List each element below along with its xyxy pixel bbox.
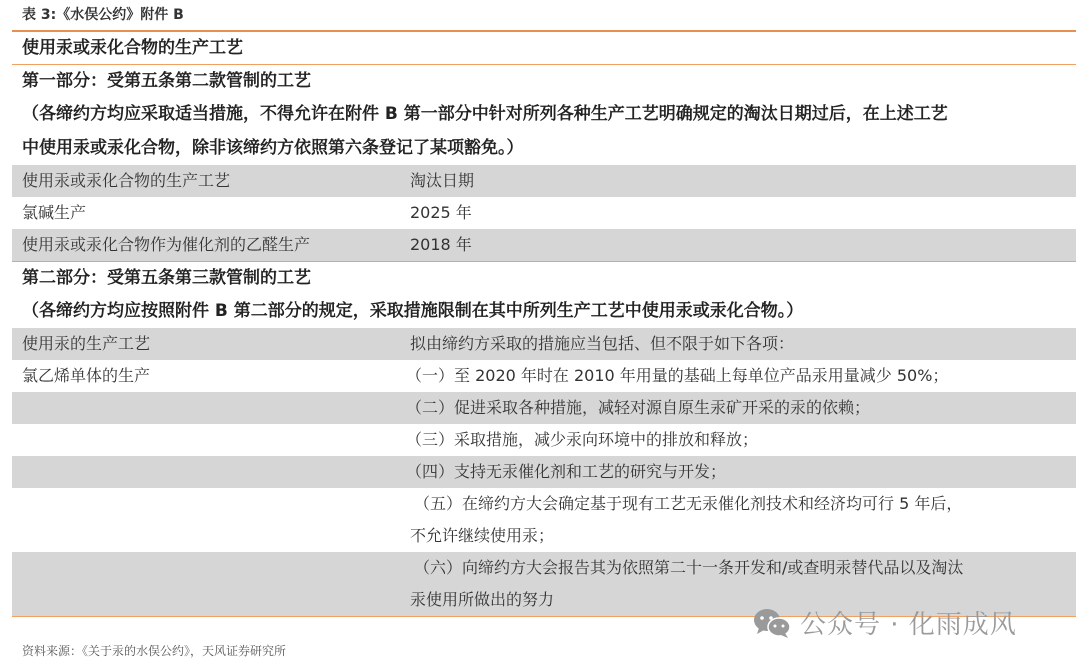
empty-cell	[12, 456, 402, 488]
table-caption: 表 3:《水俣公约》附件 B	[22, 7, 184, 23]
table-row	[12, 229, 1076, 261]
measure5-line2: 不允许继续使用汞；	[410, 526, 555, 545]
section-title: 使用汞或汞化合物的生产工艺	[22, 38, 243, 58]
measure-cell: （二）促进采取各种措施，减轻对源自原生汞矿开采的汞的依赖；	[406, 398, 871, 417]
watermark-text: 公众号 · 化雨成风	[800, 610, 1017, 640]
table-row	[12, 456, 1076, 488]
part1-note-line2: 中使用汞或汞化合物，除非该缔约方依照第六条登记了某项豁免。）	[22, 138, 524, 158]
measure-cell: （四）支持无汞催化剂和工艺的研究与开发；	[406, 462, 727, 481]
source-note: 资料来源：《关于汞的水俣公约》，天风证券研究所	[22, 644, 287, 658]
date-cell: 2018 年	[410, 235, 472, 254]
process-cell: 氯碱生产	[22, 203, 87, 222]
date-cell: 2025 年	[410, 203, 472, 222]
part1-note-line1: （各缔约方均应采取适当措施，不得允许在附件 B 第一部分中针对所列各种生产工艺明确规定的淘汰日期过后，在上述工艺	[22, 104, 948, 124]
part2-header-row	[12, 328, 1076, 360]
measure-cell	[402, 488, 1076, 552]
measure-cell: （三）采取措施，减少汞向环境中的排放和释放；	[406, 430, 759, 449]
part2-header-measures: 拟由缔约方采取的措施应当包括、但不限于如下各项：	[410, 334, 795, 353]
measure-cell: （一）至 2020 年时在 2010 年用量的基础上每单位产品汞用量减少 50%；	[406, 366, 949, 385]
measure5-line1: （五）在缔约方大会确定基于现有工艺无汞催化剂技术和经济均可行 5 年后，	[414, 494, 963, 513]
process-cell: 氯乙烯单体的生产	[22, 366, 151, 385]
table-container	[12, 0, 1076, 617]
empty-cell	[12, 392, 402, 424]
part1-header-date: 淘汰日期	[410, 171, 475, 190]
wechat-icon	[752, 607, 792, 639]
process-cell: 使用汞或汞化合物作为催化剂的乙醛生产	[22, 235, 311, 254]
table-row	[12, 488, 1076, 552]
table-row	[12, 360, 1076, 392]
part1-header-row	[12, 165, 1076, 197]
table-row	[12, 392, 1076, 424]
empty-cell	[12, 488, 402, 552]
part2-heading: 第二部分：受第五条第三款管制的工艺	[22, 268, 311, 288]
part1-header-process: 使用汞或汞化合物的生产工艺	[22, 171, 231, 190]
empty-cell	[12, 424, 402, 456]
measure6-line2: 汞使用所做出的努力	[410, 590, 555, 609]
part2-note: （各缔约方均应按照附件 B 第二部分的规定，采取措施限制在其中所列生产工艺中使用汞或汞化合物。）	[22, 301, 804, 321]
part1-heading: 第一部分：受第五条第二款管制的工艺	[22, 71, 311, 91]
empty-cell	[12, 552, 402, 616]
part2-header-process: 使用汞的生产工艺	[22, 334, 151, 353]
table-row	[12, 197, 1076, 229]
measure6-line1: （六）向缔约方大会报告其为依照第二十一条开发和/或查明汞替代品以及淘汰	[414, 558, 964, 577]
watermark	[752, 604, 1017, 641]
table-row	[12, 424, 1076, 456]
